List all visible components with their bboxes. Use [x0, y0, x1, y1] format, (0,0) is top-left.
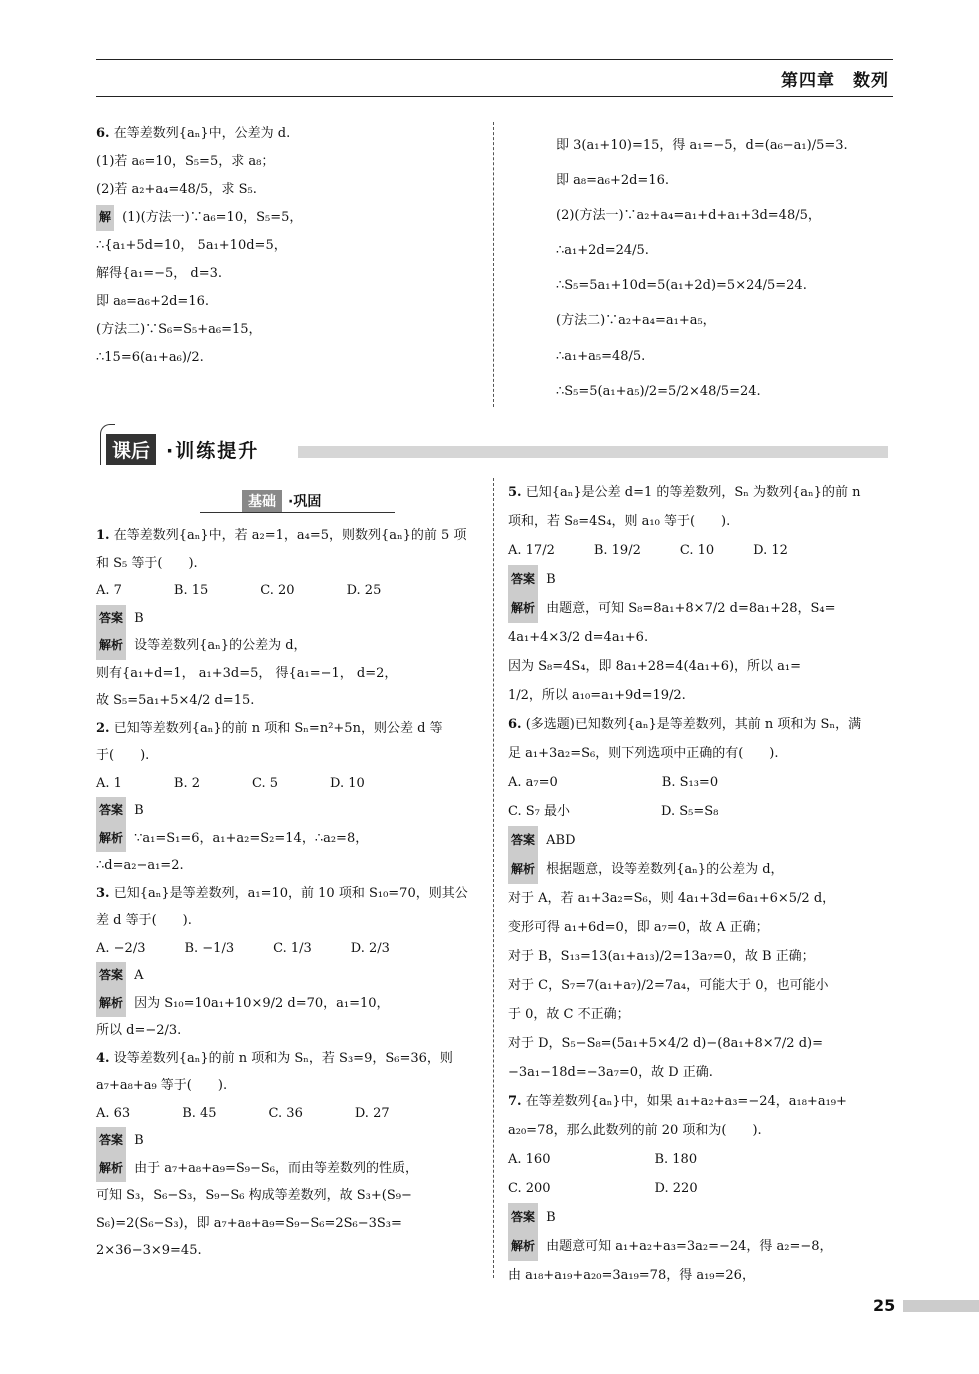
left-col-line: 3. 已知{aₙ}是等差数列，a₁=10，前 10 项和 S₁₀=70，则其公	[96, 885, 468, 901]
line-label: 解析	[96, 825, 126, 853]
top-left-column	[96, 120, 486, 371]
line-label: 答案	[508, 826, 538, 855]
right-col-line: 由 a₁₈+a₁₉+a₂₀=3a₁₉=78，得 a₁₉=26，	[508, 1268, 755, 1283]
top-left-line: 解 (1)(方法一)∵a₆=10，S₅=5，	[96, 204, 486, 232]
top-right-line: 即 3(a₁+10)=15，得 a₁=−5，d=(a₆−a₁)/5=3.	[556, 138, 848, 153]
line-label: 解析	[508, 594, 538, 623]
right-col-line: 解析 由题意，可知 S₈=8a₁+8×7/2 d=8a₁+28，S₄=	[508, 594, 893, 623]
column-divider-bottom	[493, 478, 494, 1278]
left-column	[96, 522, 486, 1265]
left-col-line: 解析 由于 a₇+a₈+a₉=S₉−S₆，而由等差数列的性质，	[96, 1155, 486, 1183]
left-col-line: 可知 S₃，S₆−S₃，S₉−S₆ 构成等差数列，故 S₃+(S₉−	[96, 1188, 412, 1203]
right-col-line: 对于 D，S₅−S₈=(5a₁+5×4/2 d)−(8a₁+8×7/2 d)=	[508, 1036, 823, 1051]
right-col-line: 答案 B	[508, 565, 893, 594]
right-col-line: −3a₁−18d=−3a₇=0，故 D 正确.	[508, 1065, 713, 1080]
right-col-line: A. 17/2 B. 19/2 C. 10 D. 12	[508, 543, 788, 558]
top-right-line: ∴a₁+2d=24/5.	[556, 243, 649, 259]
line-label: 解析	[96, 990, 126, 1018]
right-col-line: 1/2，所以 a₁₀=a₁+9d=19/2.	[508, 688, 686, 703]
top-right-line: ∴S₅=5a₁+10d=5(a₁+2d)=5×24/5=24.	[556, 278, 807, 294]
right-col-line: A. 160 B. 180	[508, 1152, 698, 1167]
left-col-line: 答案 B	[96, 1127, 486, 1155]
right-col-line: 变形可得 a₁+6d=0，即 a₇=0，故 A 正确；	[508, 920, 769, 935]
header-rule-bottom	[96, 96, 893, 97]
line-label: 3.	[96, 885, 110, 901]
right-col-line: 因为 S₈=4S₄，即 8a₁+28=4(4a₁+6)，所以 a₁=	[508, 659, 802, 674]
right-col-line: 答案 ABD	[508, 826, 893, 855]
right-col-line: 于 0，故 C 不正确；	[508, 1007, 630, 1022]
left-col-line: 差 d 等于( ).	[96, 913, 192, 928]
subsection-label: 基础	[242, 490, 282, 512]
left-col-line: A. 7 B. 15 C. 20 D. 25	[96, 583, 382, 598]
left-col-line: 故 S₅=5a₁+5×4/2 d=15.	[96, 693, 255, 708]
right-col-line: 项和，若 S₈=4S₄，则 a₁₀ 等于( ).	[508, 514, 731, 529]
subsection-rule	[200, 512, 395, 513]
subsection-header	[200, 490, 395, 514]
line-label: 2.	[96, 720, 110, 736]
top-left-line: 解得{a₁=−5， d=3.	[96, 265, 223, 281]
left-col-line: 则有{a₁+d=1， a₁+3d=5， 得{a₁=−1， d=2，	[96, 665, 398, 681]
line-label: 6.	[508, 717, 522, 732]
left-col-line: 2×36−3×9=45.	[96, 1243, 202, 1258]
right-col-line: 5. 已知{aₙ}是公差 d=1 的等差数列，Sₙ 为数列{aₙ}的前 n	[508, 485, 861, 500]
line-label: 7.	[508, 1094, 522, 1109]
page-number: 25	[873, 1296, 896, 1315]
right-col-line: 答案 B	[508, 1203, 893, 1232]
top-right-line: ∴S₅=5(a₁+a₅)/2=5/2×48/5=24.	[556, 383, 761, 399]
line-label: 解析	[96, 1155, 126, 1183]
right-col-line: 对于 C，S₇=7(a₁+a₇)/2=7a₄，可能大于 0，也可能小	[508, 978, 829, 993]
left-col-line: 1. 在等差数列{aₙ}中，若 a₂=1，a₄=5，则数列{aₙ}的前 5 项	[96, 528, 467, 543]
line-label: 5.	[508, 485, 522, 500]
line-label: 1.	[96, 528, 110, 543]
left-col-line: 答案 A	[96, 962, 486, 990]
right-col-line: 7. 在等差数列{aₙ}中，如果 a₁+a₂+a₃=−24，a₁₈+a₁₉+	[508, 1094, 847, 1109]
line-label: 答案	[96, 605, 126, 633]
header-rule-top	[96, 59, 893, 60]
line-label: 解析	[508, 1232, 538, 1261]
top-left-line: ∴{a₁+5d=10， 5a₁+10d=5，	[96, 237, 287, 253]
right-col-line: 对于 A，若 a₁+3a₂=S₆，则 4a₁+3d=6a₁+6×5/2 d，	[508, 891, 836, 906]
section-label: 课后	[106, 434, 156, 465]
line-label: 解	[96, 205, 114, 231]
left-col-line: 解析 ∵a₁=S₁=6，a₁+a₂=S₂=14，∴a₂=8，	[96, 825, 486, 853]
left-col-line: 4. 设等差数列{aₙ}的前 n 项和为 Sₙ，若 S₃=9，S₆=36，则	[96, 1050, 453, 1066]
left-col-line: 答案 B	[96, 605, 486, 633]
chapter-title: 第四章 数列	[781, 71, 889, 91]
top-right-line: 即 a₈=a₆+2d=16.	[556, 173, 670, 189]
top-left-line: ∴15=6(a₁+a₆)/2.	[96, 349, 204, 365]
top-right-line: (方法二)∵a₂+a₄=a₁+a₅，	[556, 313, 716, 329]
left-col-line: S₆)=2(S₆−S₃)，即 a₇+a₈+a₉=S₉−S₆=2S₆−3S₃=	[96, 1215, 402, 1231]
right-col-line: 4a₁+4×3/2 d=4a₁+6.	[508, 630, 649, 645]
left-col-line: A. 63 B. 45 C. 36 D. 27	[96, 1105, 390, 1121]
top-left-line: 6. 在等差数列{aₙ}中，公差为 d.	[96, 126, 291, 141]
line-label: 答案	[96, 1127, 126, 1155]
top-right-column	[556, 128, 891, 409]
top-left-line: (方法二)∵S₆=S₅+a₆=15，	[96, 321, 262, 337]
line-label: 答案	[508, 565, 538, 594]
right-col-line: C. S₇ 最小 D. S₅=S₈	[508, 804, 719, 819]
top-left-line: (2)若 a₂+a₄=48/5，求 S₅.	[96, 181, 257, 197]
left-col-line: a₇+a₈+a₉ 等于( ).	[96, 1078, 228, 1093]
left-col-line: 于( ).	[96, 748, 150, 763]
left-col-line: 解析 设等差数列{aₙ}的公差为 d，	[96, 632, 486, 660]
right-col-line: 解析 由题意可知 a₁+a₂+a₃=3a₂=−24，得 a₂=−8，	[508, 1232, 893, 1261]
top-left-line: (1)若 a₆=10，S₅=5，求 a₈；	[96, 153, 275, 169]
right-col-line: 6. (多选题)已知数列{aₙ}是等差数列，其前 n 项和为 Sₙ，满	[508, 717, 862, 732]
top-right-line: ∴a₁+a₅=48/5.	[556, 348, 646, 364]
column-divider-top	[493, 122, 494, 407]
right-col-line: 足 a₁+3a₂=S₆，则下列选项中正确的有( ).	[508, 746, 779, 761]
line-label: 答案	[508, 1203, 538, 1232]
right-col-line: C. 200 D. 220	[508, 1181, 698, 1196]
line-label: 答案	[96, 962, 126, 990]
right-col-line: 解析 根据题意，设等差数列{aₙ}的公差为 d，	[508, 855, 893, 884]
line-label: 答案	[96, 797, 126, 825]
left-col-line: ∴d=a₂−a₁=2.	[96, 858, 184, 873]
right-col-line: a₂₀=78，那么此数列的前 20 项和为( ).	[508, 1123, 762, 1138]
line-label: 6.	[96, 126, 110, 141]
section-bar	[298, 446, 888, 458]
line-label: 4.	[96, 1050, 110, 1066]
subsection-title: ·巩固	[288, 494, 322, 510]
left-col-line: A. −2/3 B. −1/3 C. 1/3 D. 2/3	[96, 940, 390, 956]
left-col-line: 解析 因为 S₁₀=10a₁+10×9/2 d=70，a₁=10，	[96, 990, 486, 1018]
top-right-line: (2)(方法一)∵a₂+a₄=a₁+d+a₁+3d=48/5，	[556, 208, 821, 224]
section-title: ·训练提升	[166, 440, 260, 462]
left-col-line: 和 S₅ 等于( ).	[96, 555, 198, 571]
left-col-line: 所以 d=−2/3.	[96, 1023, 182, 1038]
left-col-line: 2. 已知等差数列{aₙ}的前 n 项和 Sₙ=n²+5n，则公差 d 等	[96, 720, 443, 736]
line-label: 解析	[96, 632, 126, 660]
line-label: 解析	[508, 855, 538, 884]
page-number-bar	[903, 1300, 979, 1312]
left-col-line: 答案 B	[96, 797, 486, 825]
section-header	[100, 424, 900, 472]
left-col-line: A. 1 B. 2 C. 5 D. 10	[96, 775, 365, 791]
right-column	[508, 478, 893, 1290]
top-left-line: 即 a₈=a₆+2d=16.	[96, 293, 210, 309]
right-col-line: 对于 B，S₁₃=13(a₁+a₁₃)/2=13a₇=0，故 B 正确；	[508, 949, 815, 964]
right-col-line: A. a₇=0 B. S₁₃=0	[508, 775, 719, 790]
